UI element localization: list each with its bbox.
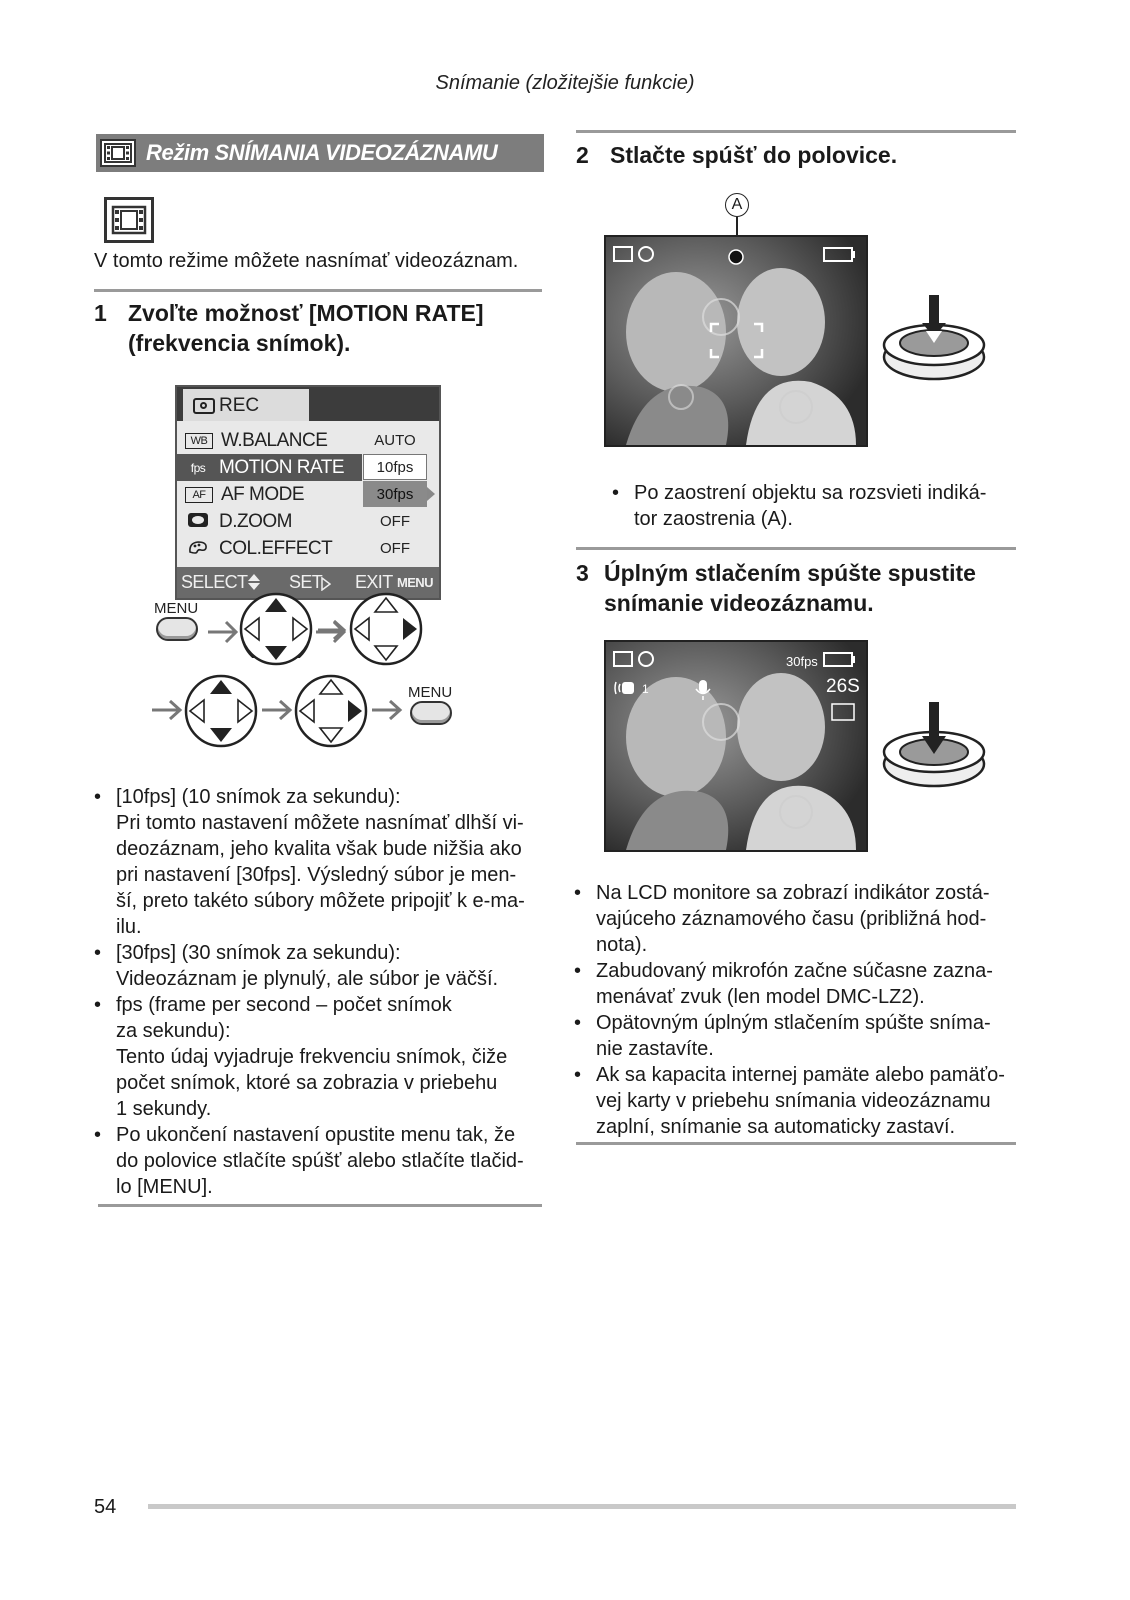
wbalance-value: AUTO — [374, 431, 416, 449]
menu-item-label: COL.EFFECT — [219, 537, 333, 559]
bullet-text: • Po zaostrení objektu sa rozsvieti indiká- — [634, 482, 987, 504]
divider — [576, 1142, 1016, 1145]
menu-item-motion-rate — [177, 454, 362, 481]
dpad-down-icon — [239, 592, 313, 666]
step1-title-line1: Zvoľte možnosť [MOTION RATE] — [128, 300, 484, 326]
photo-scene — [606, 642, 866, 850]
section-title: Režim SNÍMANIA VIDEOZÁZNAMU — [146, 140, 498, 165]
menu-button-label: MENU — [154, 600, 199, 617]
osd-fps: 30fps — [786, 654, 818, 669]
color-effect-icon — [185, 539, 211, 558]
menu-item-col-effect — [177, 535, 362, 562]
callout-a: A — [725, 193, 749, 217]
option-10fps: 10fps — [363, 454, 427, 480]
fps-icon: fps — [190, 460, 206, 475]
menu-item-label: MOTION RATE — [219, 456, 345, 478]
menu-button-label: MENU — [408, 684, 453, 701]
bullet-text: • Ak sa kapacita internej pamäte alebo pamäťo- — [596, 1064, 1005, 1086]
af-icon: AF — [185, 487, 213, 503]
bullet-text: ší, preto takéto súbory môžete pripojiť k e-ma- — [116, 890, 525, 912]
footer-select: SELECT — [181, 572, 248, 592]
menu-item-af-mode — [177, 481, 362, 508]
dzoom-value: OFF — [380, 512, 410, 530]
col-effect-value: OFF — [380, 539, 410, 557]
osd-remaining-time: 26S — [826, 676, 860, 697]
tab-rec — [183, 389, 309, 423]
bullet-text: • Po ukončení nastavení opustite menu tak, že — [116, 1124, 516, 1146]
shutter-full-press-icon — [880, 700, 988, 792]
submenu-arrow-icon — [427, 487, 435, 501]
menu-button-icon — [156, 617, 198, 641]
menu-button-icon — [410, 701, 452, 725]
bullet-text: • fps (frame per second – počet snímok — [116, 994, 452, 1016]
list-item — [94, 784, 536, 940]
arrow-right-icon — [150, 698, 184, 722]
camera-icon — [193, 398, 215, 414]
bullet-text: Videozáznam je plynulý, ale súbor je väčší. — [116, 968, 499, 990]
menu-item-dzoom — [177, 508, 362, 535]
arrow-right-icon — [370, 698, 404, 722]
bullet-text: menávať zvuk (len model DMC-LZ2). — [596, 986, 925, 1008]
list-item — [94, 992, 536, 1122]
bullet-text: Pri tomto nastavení môžete nasnímať dlhší vi- — [116, 812, 524, 834]
divider — [98, 1204, 542, 1207]
shutter-half-press-icon — [880, 293, 988, 385]
preview-photo-focus — [604, 235, 868, 447]
bullet-text: nota). — [596, 934, 648, 956]
wb-icon: WB — [185, 433, 213, 449]
divider — [94, 289, 542, 292]
dpad-down-icon — [184, 674, 258, 748]
bullet-text: • Zabudovaný mikrofón začne súčasne zazna- — [596, 960, 993, 982]
bullet-text: zaplní, snímanie sa automaticky zastaví. — [596, 1116, 956, 1138]
dpad-right-icon — [349, 592, 423, 666]
step3-title-line2: snímanie videozáznamu. — [604, 590, 874, 616]
divider — [576, 547, 1016, 550]
zoom-icon — [185, 512, 211, 531]
step2-heading — [576, 140, 897, 170]
lcd-menu-body — [177, 421, 439, 567]
intro-text: V tomto režime môžete nasnímať videozáznam. — [94, 250, 519, 272]
bullet-text: do polovice stlačíte spúšť alebo stlačíte tlačid- — [116, 1150, 524, 1172]
dpad-right-icon — [294, 674, 368, 748]
list-item — [94, 1122, 536, 1200]
photo-scene — [606, 237, 866, 445]
step2-title: Stlačte spúšť do polovice. — [610, 142, 898, 168]
list-item — [574, 1062, 1016, 1140]
arrow-right-icon — [316, 618, 348, 642]
right-arrow-outline-icon — [321, 575, 331, 596]
page-number: 54 — [94, 1496, 117, 1518]
bullet-text: tor zaostrenia (A). — [634, 508, 793, 530]
bullet-text: za sekundu): — [116, 1020, 231, 1042]
bullet-text: 1 sekundy. — [116, 1098, 212, 1120]
section-banner — [96, 134, 544, 172]
step-number: 2 — [576, 142, 589, 168]
bullet-text: Tento údaj vyjadruje frekvenciu snímok, čiže — [116, 1046, 508, 1068]
step3-title-line1: Úplným stlačením spúšte spustite — [604, 560, 976, 586]
arrow-right-icon — [260, 698, 294, 722]
left-bullet-list — [94, 784, 536, 1200]
list-item — [574, 1010, 1016, 1062]
step2-note — [612, 480, 1016, 532]
divider — [576, 130, 1016, 133]
list-item — [94, 940, 536, 992]
footer-set: SET — [289, 572, 323, 592]
step-number: 3 — [576, 560, 589, 586]
tab-rec-label: REC — [219, 395, 260, 416]
step1-title-line2: (frekvencia snímok). — [128, 330, 351, 356]
bullet-text: nie zastavíte. — [596, 1038, 714, 1060]
step3-heading — [576, 558, 1016, 618]
bullet-text: vej karty v priebehu snímania videozáznamu — [596, 1090, 991, 1112]
bullet-text: ilu. — [116, 916, 142, 938]
option-30fps: 30fps — [363, 481, 427, 507]
bullet-text: • [10fps] (10 snímok za sekundu): — [116, 786, 401, 808]
bullet-text: počet snímok, ktoré sa zobrazia v priebehu — [116, 1072, 498, 1094]
mode-dial-film-icon — [104, 197, 154, 243]
bullet-text: pri nastavení [30fps]. Výsledný súbor je men- — [116, 864, 517, 886]
step-number: 1 — [94, 300, 107, 326]
osd-stabilizer-mode: 1 — [642, 682, 649, 696]
bullet-text: vajúceho záznamového času (približná hod- — [596, 908, 987, 930]
list-item — [574, 880, 1016, 958]
bullet-text: lo [MENU]. — [116, 1176, 213, 1198]
bullet-text: • Na LCD monitore sa zobrazí indikátor zostá- — [596, 882, 990, 904]
bullet-text: • Opätovným úplným stlačením spúšte sníma- — [596, 1012, 991, 1034]
footer-exit: EXIT — [355, 572, 393, 592]
running-head: Snímanie (zložitejšie funkcie) — [435, 72, 695, 94]
list-item — [612, 480, 1016, 532]
footer-exit-key: MENU — [397, 575, 433, 590]
menu-item-label: D.ZOOM — [219, 510, 292, 532]
footer-rule — [148, 1504, 1016, 1509]
step1-heading — [94, 298, 544, 358]
menu-item-wbalance — [177, 427, 362, 454]
menu-item-label: W.BALANCE — [221, 429, 328, 451]
bullet-text: • [30fps] (30 snímok za sekundu): — [116, 942, 401, 964]
film-icon — [100, 139, 136, 167]
menu-item-label: AF MODE — [221, 483, 305, 505]
lcd-menu-screen — [175, 385, 441, 600]
step3-bullet-list — [574, 880, 1016, 1140]
preview-photo-recording — [604, 640, 868, 852]
list-item — [574, 958, 1016, 1010]
bullet-text: deozáznam, jeho kvalita však bude nižšia ako — [116, 838, 522, 860]
